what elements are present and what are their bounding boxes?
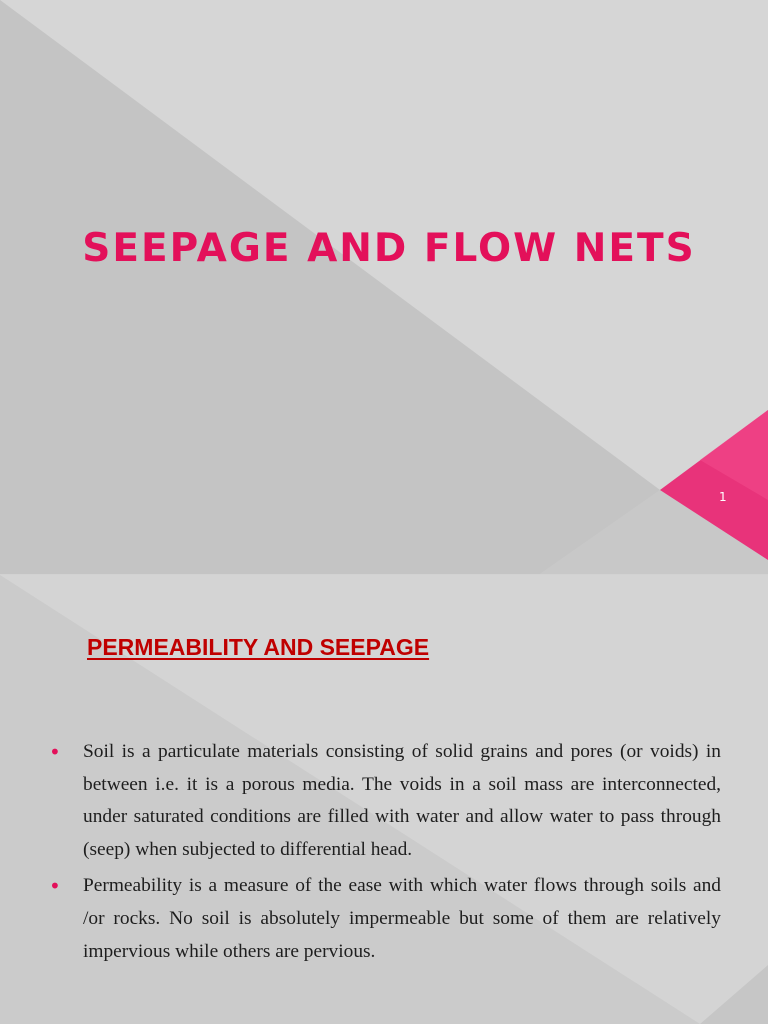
slide-2 <box>0 575 768 1024</box>
slide-2-heading: PERMEABILITY AND SEEPAGE <box>87 634 430 660</box>
bullet-item <box>49 736 721 866</box>
page-number: 1 <box>719 490 727 504</box>
bullet-item <box>49 870 721 968</box>
bullet-text: Soil is a particulate materials consisting of solid grains and pores (or voids) in between i.e. it is a porous media. The voids in a soil mass are interconnected, under saturated conditions are filled with water and allow water to pass through (seep) when subjected to differential head. <box>83 741 721 860</box>
bullet-icon: • <box>49 874 61 899</box>
slide-1-title: SEEPAGE AND FLOW NETS <box>82 226 696 271</box>
bullet-text: Permeability is a measure of the ease with which water flows through soils and /or rocks. No soil is absolutely impermeable but some of them are relatively impervious while others are pervious. <box>83 875 721 962</box>
bullet-icon: • <box>49 740 61 764</box>
bullet-list <box>49 736 721 972</box>
